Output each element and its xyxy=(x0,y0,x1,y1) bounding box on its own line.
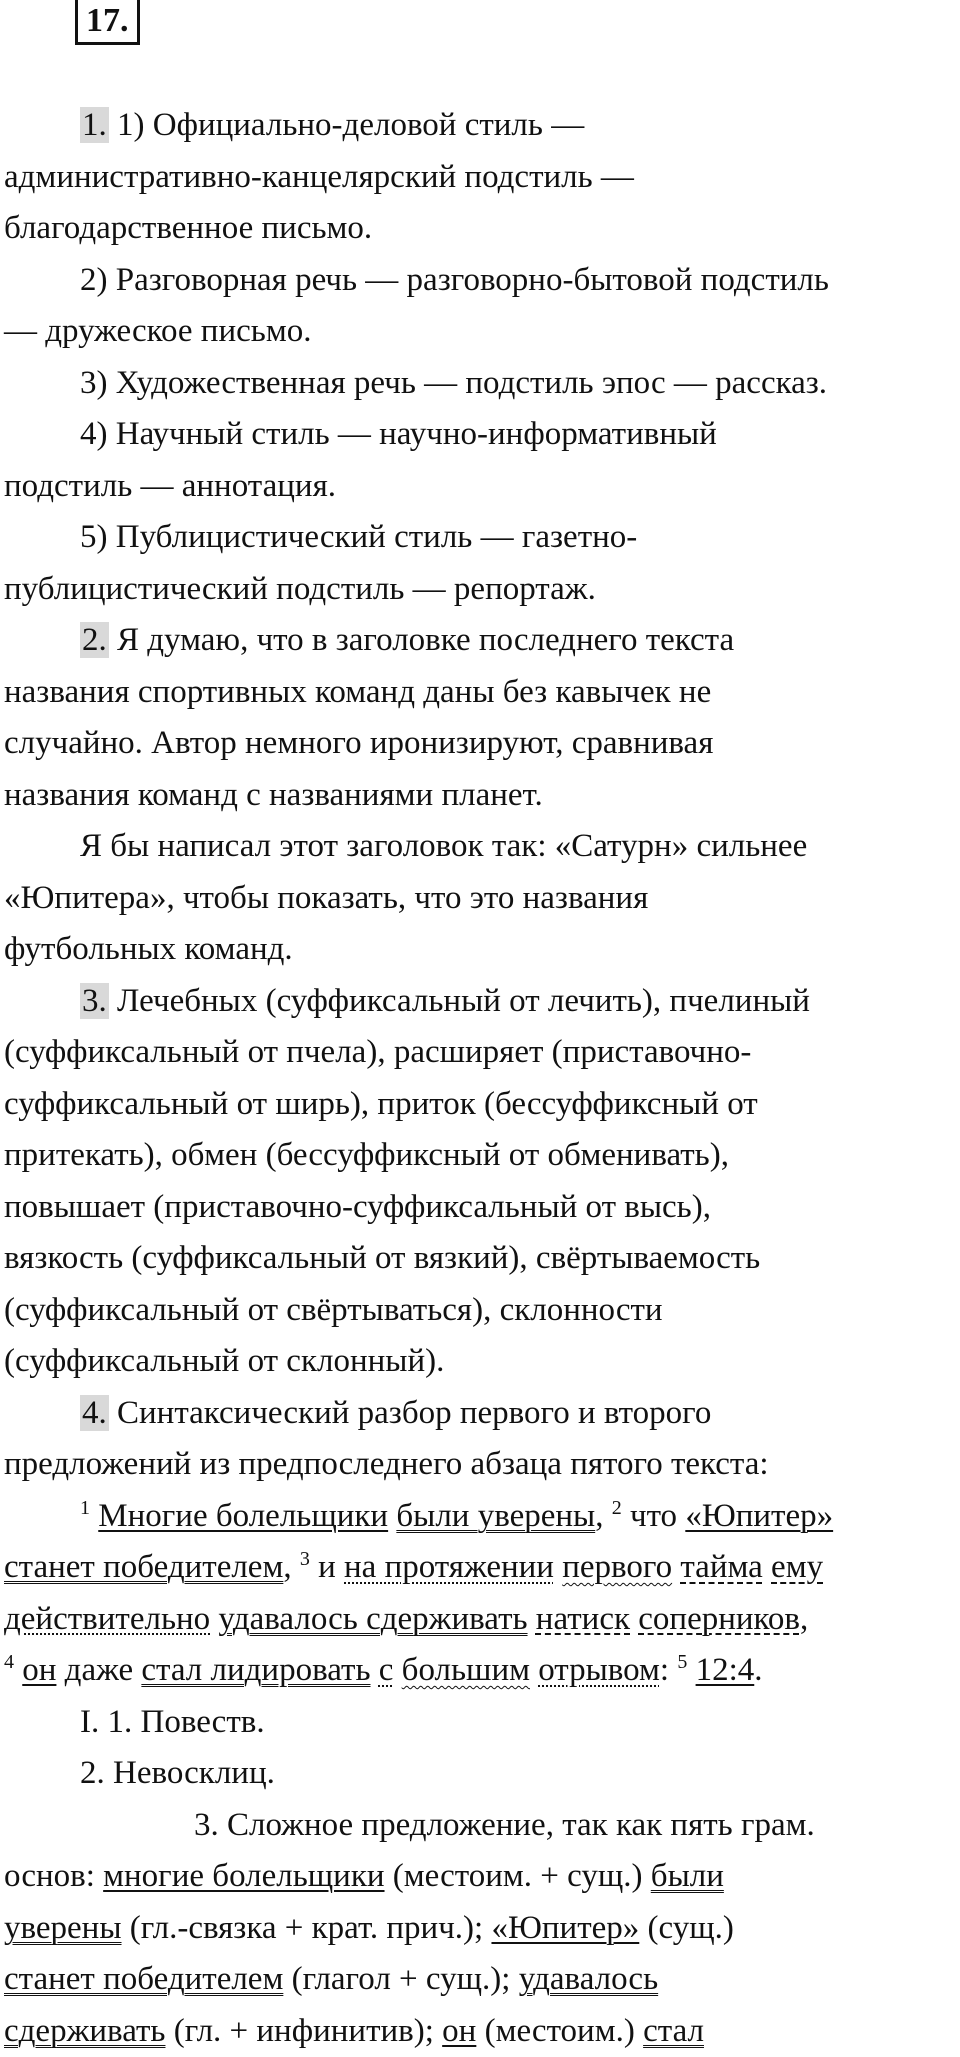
task-marker: 3. xyxy=(80,983,109,1019)
analysis-line: 2. Невосклиц. xyxy=(4,1748,960,1800)
parsed-sentence-line xyxy=(4,1491,960,1543)
parsed-sentence-line xyxy=(4,1594,960,1646)
object: тайма xyxy=(680,1549,762,1585)
clause-number: 5 xyxy=(677,1651,687,1673)
clause-number: 2 xyxy=(612,1497,622,1519)
analysis-line: I. 1. Повеств. xyxy=(4,1697,960,1749)
predicate: были уверены xyxy=(396,1498,595,1534)
line-text: Синтаксический разбор первого и второго xyxy=(117,1395,711,1431)
clause-number: 3 xyxy=(300,1548,310,1570)
line: благодарственное письмо. xyxy=(4,203,960,255)
predicate: удавалось сдерживать xyxy=(218,1601,527,1637)
line xyxy=(4,1388,960,1440)
line: подстиль — аннотация. xyxy=(4,461,960,513)
line: названия команд с названиями планет. xyxy=(4,770,960,822)
line: (суффиксальный от свёртываться), склонности xyxy=(4,1285,960,1337)
analysis-line xyxy=(4,2006,960,2057)
conjunction: что xyxy=(630,1498,677,1534)
task-marker: 1. xyxy=(80,107,109,143)
analysis-text: основ: xyxy=(4,1858,95,1894)
clause-number: 1 xyxy=(80,1497,90,1519)
line: публицистический подстиль — репортаж. xyxy=(4,564,960,616)
subject: он xyxy=(22,1652,56,1688)
subject: он xyxy=(442,2013,476,2049)
adverbial: на протяжении xyxy=(344,1549,554,1585)
answer-text xyxy=(4,100,960,2057)
analysis-line xyxy=(4,1903,960,1955)
line xyxy=(4,615,960,667)
predicate: станет победителем xyxy=(4,1549,283,1585)
predicate: стал xyxy=(643,2013,704,2049)
line: притекать), обмен (бессуффиксный от обменивать), xyxy=(4,1130,960,1182)
line: 5) Публицистический стиль — газетно- xyxy=(4,512,960,564)
analysis-text: (местоим.) xyxy=(485,2013,635,2049)
analysis-line xyxy=(4,1954,960,2006)
analysis-text: (сущ.) xyxy=(648,1910,734,1946)
clause-number: 4 xyxy=(4,1651,14,1673)
line: 3) Художественная речь — подстиль эпос — рассказ. xyxy=(4,358,960,410)
line: (суффиксальный от пчела), расширяет (приставочно- xyxy=(4,1027,960,1079)
conjunction: и xyxy=(318,1549,336,1585)
punctuation: , xyxy=(283,1549,291,1585)
predicate: уверены xyxy=(4,1910,122,1946)
line: вязкость (суффиксальный от вязкий), свёртываемость xyxy=(4,1233,960,1285)
line: — дружеское письмо. xyxy=(4,306,960,358)
parsed-sentence-line xyxy=(4,1542,960,1594)
exercise-number: 17. xyxy=(75,0,140,45)
line: 2) Разговорная речь — разговорно-бытовой подстиль xyxy=(4,255,960,307)
particle: даже xyxy=(65,1652,133,1688)
subject: 12:4 xyxy=(696,1652,755,1688)
punctuation: : xyxy=(660,1652,669,1688)
analysis-line: 3. Сложное предложение, так как пять грам. xyxy=(4,1800,960,1852)
line: суффиксальный от ширь), приток (бессуффиксный от xyxy=(4,1079,960,1131)
task-marker: 4. xyxy=(80,1395,109,1431)
punctuation: . xyxy=(754,1652,762,1688)
attribute: большим xyxy=(402,1652,530,1688)
line-text: Я думаю, что в заголовке последнего текста xyxy=(117,622,734,658)
line: случайно. Автор немного иронизируют, сравнивая xyxy=(4,718,960,770)
line: административно-канцелярский подстиль — xyxy=(4,152,960,204)
attribute: первого xyxy=(562,1549,672,1585)
analysis-text: (местоим. + сущ.) xyxy=(393,1858,643,1894)
analysis-text: (гл.-связка + крат. прич.); xyxy=(130,1910,483,1946)
object: соперников xyxy=(638,1601,800,1637)
object: ему xyxy=(771,1549,823,1585)
adverbial: с xyxy=(379,1652,394,1688)
line: предложений из предпоследнего абзаца пятого текста: xyxy=(4,1439,960,1491)
line xyxy=(4,100,960,152)
predicate: стал лидировать xyxy=(141,1652,370,1688)
subject: «Юпитер» xyxy=(685,1498,833,1534)
punctuation: , xyxy=(595,1498,603,1534)
subject: Многие болельщики xyxy=(98,1498,388,1534)
line: «Юпитера», чтобы показать, что это названия xyxy=(4,873,960,925)
line: 4) Научный стиль — научно-информативный xyxy=(4,409,960,461)
subject: многие болельщики xyxy=(103,1858,384,1894)
line-text: 1) Официально-деловой стиль — xyxy=(117,107,584,143)
line-text: Лечебных (суффиксальный от лечить), пчелиный xyxy=(117,983,810,1019)
predicate: сдерживать xyxy=(4,2013,165,2049)
predicate: были xyxy=(651,1858,724,1894)
analysis-text: (глагол + сущ.); xyxy=(292,1961,511,1997)
line xyxy=(4,976,960,1028)
line: повышает (приставочно-суффиксальный от высь), xyxy=(4,1182,960,1234)
subject: «Юпитер» xyxy=(491,1910,639,1946)
object: натиск xyxy=(536,1601,630,1637)
line: Я бы написал этот заголовок так: «Сатурн» сильнее xyxy=(4,821,960,873)
analysis-text: (гл. + инфинитив); xyxy=(174,2013,434,2049)
adverbial: действительно xyxy=(4,1601,210,1637)
parsed-sentence-line xyxy=(4,1645,960,1697)
adverbial: отрывом xyxy=(538,1652,660,1688)
line: футбольных команд. xyxy=(4,924,960,976)
task-marker: 2. xyxy=(80,622,109,658)
analysis-line xyxy=(4,1851,960,1903)
line: названия спортивных команд даны без кавычек не xyxy=(4,667,960,719)
line: (суффиксальный от склонный). xyxy=(4,1336,960,1388)
punctuation: , xyxy=(800,1601,808,1637)
predicate: удавалось xyxy=(519,1961,658,1997)
predicate: станет победителем xyxy=(4,1961,283,1997)
